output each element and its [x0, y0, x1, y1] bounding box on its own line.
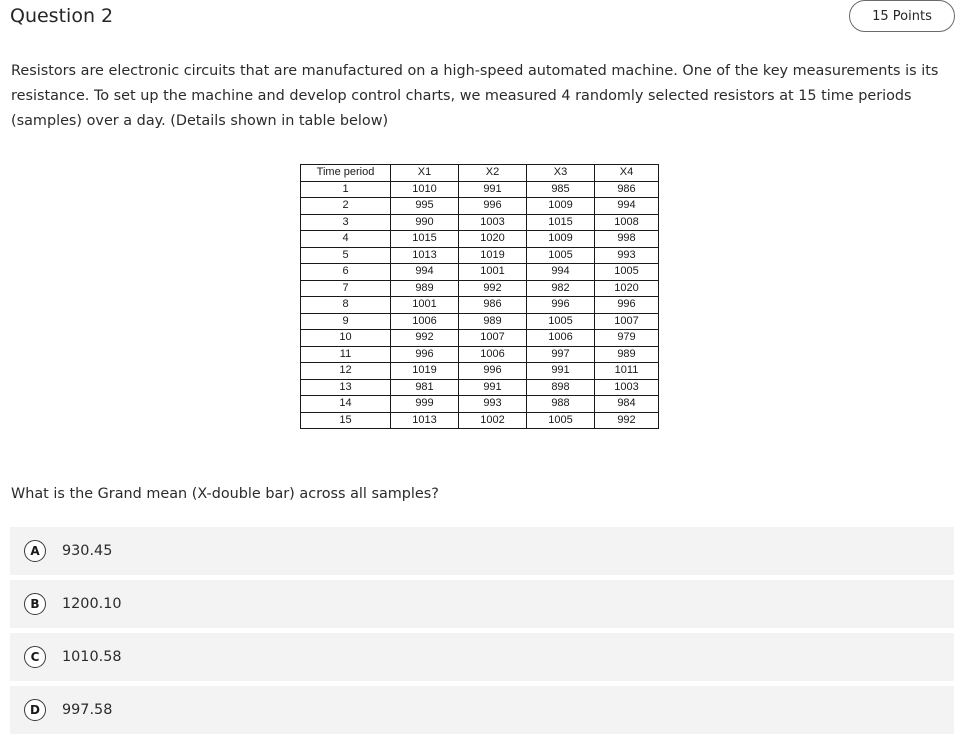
- table-cell: 13: [301, 379, 391, 396]
- table-cell: 1009: [527, 198, 595, 215]
- table-cell: 1013: [391, 412, 459, 429]
- table-cell: 1006: [391, 313, 459, 330]
- table-cell: 994: [595, 198, 659, 215]
- data-table-container: [300, 164, 659, 429]
- option-text: 1200.10: [62, 596, 122, 612]
- option-a[interactable]: [10, 527, 954, 575]
- answer-options: [10, 527, 954, 739]
- sub-question: What is the Grand mean (X-double bar) across all samples?: [11, 486, 439, 502]
- table-cell: 1: [301, 181, 391, 198]
- table-cell: 6: [301, 264, 391, 281]
- table-cell: 1002: [459, 412, 527, 429]
- table-cell: 1005: [527, 313, 595, 330]
- table-cell: 985: [527, 181, 595, 198]
- table-row: [301, 363, 659, 380]
- table-row: [301, 379, 659, 396]
- table-row: [301, 231, 659, 248]
- table-cell: 1005: [527, 247, 595, 264]
- table-row: [301, 396, 659, 413]
- table-cell: 992: [459, 280, 527, 297]
- table-cell: 981: [391, 379, 459, 396]
- table-cell: 986: [595, 181, 659, 198]
- table-cell: 989: [595, 346, 659, 363]
- table-cell: 1010: [391, 181, 459, 198]
- resistance-table: [300, 164, 659, 429]
- table-row: [301, 330, 659, 347]
- table-cell: 998: [595, 231, 659, 248]
- table-body: [301, 181, 659, 429]
- table-cell: 993: [595, 247, 659, 264]
- table-header-cell: X3: [527, 165, 595, 182]
- table-cell: 1007: [595, 313, 659, 330]
- table-cell: 4: [301, 231, 391, 248]
- table-cell: 1003: [459, 214, 527, 231]
- table-cell: 989: [391, 280, 459, 297]
- table-cell: 1019: [391, 363, 459, 380]
- table-cell: 1015: [391, 231, 459, 248]
- option-d[interactable]: [10, 686, 954, 734]
- table-row: [301, 346, 659, 363]
- table-row: [301, 214, 659, 231]
- table-row: [301, 181, 659, 198]
- option-letter-badge: B: [24, 593, 46, 615]
- table-cell: 5: [301, 247, 391, 264]
- table-cell: 9: [301, 313, 391, 330]
- table-header-row: [301, 165, 659, 182]
- table-cell: 15: [301, 412, 391, 429]
- table-header-cell: X2: [459, 165, 527, 182]
- table-cell: 979: [595, 330, 659, 347]
- table-cell: 997: [527, 346, 595, 363]
- option-text: 997.58: [62, 702, 113, 718]
- table-row: [301, 297, 659, 314]
- table-cell: 7: [301, 280, 391, 297]
- table-cell: 8: [301, 297, 391, 314]
- table-row: [301, 198, 659, 215]
- table-cell: 996: [527, 297, 595, 314]
- table-cell: 11: [301, 346, 391, 363]
- table-cell: 1001: [459, 264, 527, 281]
- table-cell: 1020: [459, 231, 527, 248]
- option-c[interactable]: [10, 633, 954, 681]
- table-cell: 989: [459, 313, 527, 330]
- table-header-cell: X4: [595, 165, 659, 182]
- table-header-cell: X1: [391, 165, 459, 182]
- table-cell: 996: [459, 198, 527, 215]
- option-text: 1010.58: [62, 649, 122, 665]
- question-prompt: Resistors are electronic circuits that are manufactured on a high-speed automated machine. One of the key measurements is its resistance. To set up the machine and develop control charts, we measured 4 randomly selected resistors at 15 time periods (samples) over a day. (Details shown in table below): [11, 63, 939, 129]
- table-header-cell: Time period: [301, 165, 391, 182]
- table-cell: 982: [527, 280, 595, 297]
- table-cell: 898: [527, 379, 595, 396]
- table-cell: 10: [301, 330, 391, 347]
- table-cell: 1020: [595, 280, 659, 297]
- table-cell: 1001: [391, 297, 459, 314]
- table-cell: 1013: [391, 247, 459, 264]
- table-cell: 1011: [595, 363, 659, 380]
- table-cell: 988: [527, 396, 595, 413]
- table-cell: 996: [459, 363, 527, 380]
- table-cell: 990: [391, 214, 459, 231]
- table-cell: 1006: [459, 346, 527, 363]
- table-row: [301, 247, 659, 264]
- table-cell: 3: [301, 214, 391, 231]
- table-cell: 12: [301, 363, 391, 380]
- table-cell: 1015: [527, 214, 595, 231]
- option-letter-badge: A: [24, 540, 46, 562]
- table-row: [301, 280, 659, 297]
- option-b[interactable]: [10, 580, 954, 628]
- table-cell: 1009: [527, 231, 595, 248]
- points-badge: 15 Points: [849, 0, 955, 32]
- table-cell: 996: [595, 297, 659, 314]
- option-letter-badge: D: [24, 699, 46, 721]
- table-cell: 993: [459, 396, 527, 413]
- table-cell: 992: [595, 412, 659, 429]
- table-row: [301, 313, 659, 330]
- table-cell: 14: [301, 396, 391, 413]
- option-text: 930.45: [62, 543, 113, 559]
- table-cell: 1005: [595, 264, 659, 281]
- table-cell: 999: [391, 396, 459, 413]
- table-cell: 984: [595, 396, 659, 413]
- table-cell: 1008: [595, 214, 659, 231]
- table-cell: 2: [301, 198, 391, 215]
- table-cell: 991: [527, 363, 595, 380]
- table-cell: 1019: [459, 247, 527, 264]
- question-title: Question 2: [10, 5, 114, 27]
- table-cell: 1006: [527, 330, 595, 347]
- table-cell: 994: [391, 264, 459, 281]
- table-cell: 1003: [595, 379, 659, 396]
- table-row: [301, 264, 659, 281]
- table-cell: 994: [527, 264, 595, 281]
- table-cell: 991: [459, 379, 527, 396]
- option-letter-badge: C: [24, 646, 46, 668]
- table-cell: 986: [459, 297, 527, 314]
- table-row: [301, 412, 659, 429]
- table-cell: 1007: [459, 330, 527, 347]
- table-cell: 992: [391, 330, 459, 347]
- table-cell: 996: [391, 346, 459, 363]
- table-cell: 1005: [527, 412, 595, 429]
- table-cell: 991: [459, 181, 527, 198]
- table-cell: 995: [391, 198, 459, 215]
